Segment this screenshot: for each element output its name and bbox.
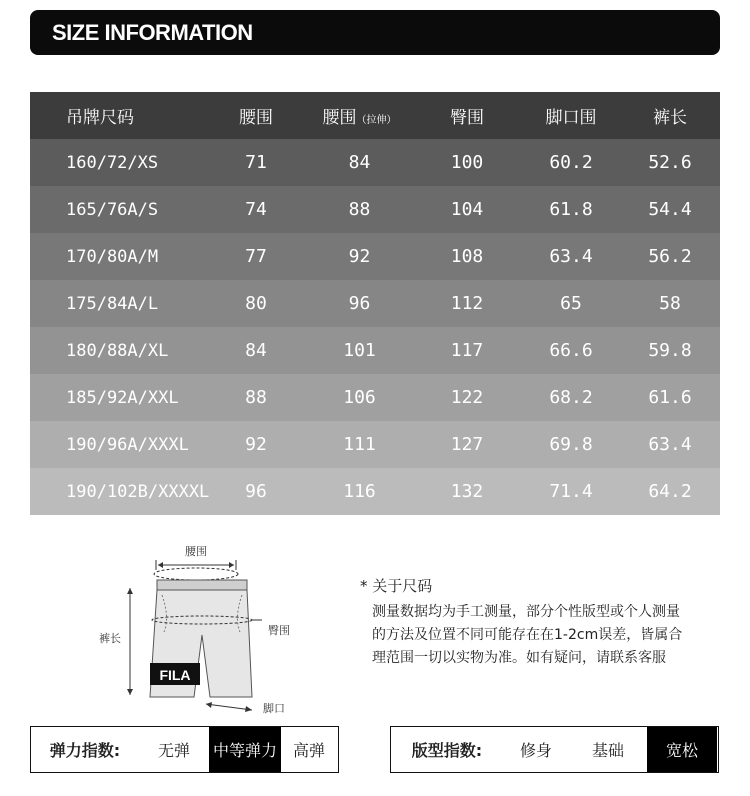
col-waist-stretched-label: 腰围 [322, 108, 357, 128]
table-cell: 84 [245, 340, 267, 361]
table-cell: 101 [343, 340, 376, 361]
table-row [30, 327, 720, 374]
table-cell: 61.6 [648, 387, 692, 408]
table-row [30, 139, 720, 186]
tag-size-cell: 170/80A/M [66, 246, 159, 267]
table-cell: 127 [450, 434, 484, 455]
table-cell: 100 [450, 152, 484, 173]
table-cell: 88 [245, 387, 267, 408]
table-cell: 52.6 [648, 152, 692, 173]
table-cell: 80 [245, 293, 267, 314]
table-cell: 68.2 [549, 387, 593, 408]
table-cell: 116 [343, 481, 376, 502]
note-line: 测量数据均为手工测量，部分个性版型或个人测量 [372, 604, 680, 620]
table-row [30, 186, 720, 233]
table-cell: 74 [245, 199, 267, 220]
table-cell: 77 [245, 246, 267, 267]
table-cell: 54.4 [648, 199, 692, 220]
col-length: 裤长 [653, 108, 687, 128]
table-cell: 56.2 [648, 246, 692, 267]
table-cell: 92 [348, 246, 371, 267]
table-cell: 111 [343, 434, 376, 455]
col-hip: 臀围 [450, 108, 484, 128]
col-hem: 脚口围 [545, 108, 597, 128]
table-cell: 122 [450, 387, 484, 408]
stretched-note: （拉伸） [356, 115, 397, 126]
table-cell: 66.6 [549, 340, 593, 361]
table-cell: 69.8 [549, 434, 593, 455]
table-cell: 65 [560, 293, 582, 314]
note-line: 理范围一切以实物为准。如有疑问，请联系客服 [372, 650, 666, 666]
table-cell: 92 [245, 434, 267, 455]
tag-size-cell: 180/88A/XL [66, 340, 169, 361]
table-header-row [30, 92, 720, 139]
table-row [30, 468, 720, 515]
elasticity-index [30, 726, 339, 773]
table-cell: 96 [245, 481, 267, 502]
table-cell: 71 [245, 152, 267, 173]
table-row [30, 421, 720, 468]
table-cell: 63.4 [549, 246, 593, 267]
table-row [30, 280, 720, 327]
fit-label: 版型指数: [411, 741, 483, 760]
table-cell: 108 [450, 246, 484, 267]
size-information-banner [30, 10, 720, 55]
elasticity-option-high: 高弹 [292, 741, 325, 760]
shorts-diagram [90, 540, 310, 720]
tag-size-cell: 190/102B/XXXXL [66, 481, 210, 502]
col-waist: 腰围 [239, 108, 273, 128]
table-cell: 88 [348, 199, 371, 220]
table-cell: 60.2 [549, 152, 593, 173]
table-cell: 112 [450, 293, 484, 314]
table-cell: 58 [659, 293, 681, 314]
size-table [30, 92, 720, 515]
fila-logo: FILA [159, 667, 191, 683]
col-waist-stretched [307, 92, 412, 139]
table-cell: 106 [343, 387, 376, 408]
col-tag-size: 吊牌尺码 [66, 108, 134, 128]
hip-label: 臀围 [268, 624, 290, 637]
note-heading: * 关于尺码 [360, 577, 433, 595]
length-label: 裤长 [99, 632, 121, 645]
fit-option-slim: 修身 [519, 741, 552, 760]
table-row [30, 374, 720, 421]
hem-label: 脚口 [263, 702, 285, 715]
elasticity-option-none: 无弹 [157, 741, 190, 760]
tag-size-cell: 190/96A/XXXL [66, 434, 189, 455]
table-cell: 63.4 [648, 434, 692, 455]
banner-title: SIZE INFORMATION [52, 20, 253, 45]
waist-label: 腰围 [185, 545, 207, 558]
table-cell: 96 [348, 293, 371, 314]
fit-option-regular: 基础 [591, 741, 624, 760]
table-cell: 132 [450, 481, 484, 502]
table-cell: 104 [450, 199, 484, 220]
elasticity-label: 弹力指数: [49, 741, 121, 760]
tag-size-cell: 160/72/XS [66, 152, 159, 173]
elasticity-option-medium: 中等弹力 [209, 727, 281, 772]
size-note [360, 575, 720, 670]
table-cell: 71.4 [549, 481, 593, 502]
table-cell: 59.8 [648, 340, 692, 361]
table-cell: 117 [450, 340, 484, 361]
table-cell: 84 [348, 152, 371, 173]
table-row [30, 233, 720, 280]
tag-size-cell: 165/76A/S [66, 199, 159, 220]
tag-size-cell: 175/84A/L [66, 293, 159, 314]
tag-size-cell: 185/92A/XXL [66, 387, 179, 408]
table-cell: 64.2 [648, 481, 692, 502]
fit-index [390, 726, 719, 773]
note-line: 的方法及位置不同可能存在在1-2cm误差，皆属合 [372, 627, 683, 643]
table-cell: 61.8 [549, 199, 593, 220]
fit-option-loose: 宽松 [647, 727, 717, 772]
